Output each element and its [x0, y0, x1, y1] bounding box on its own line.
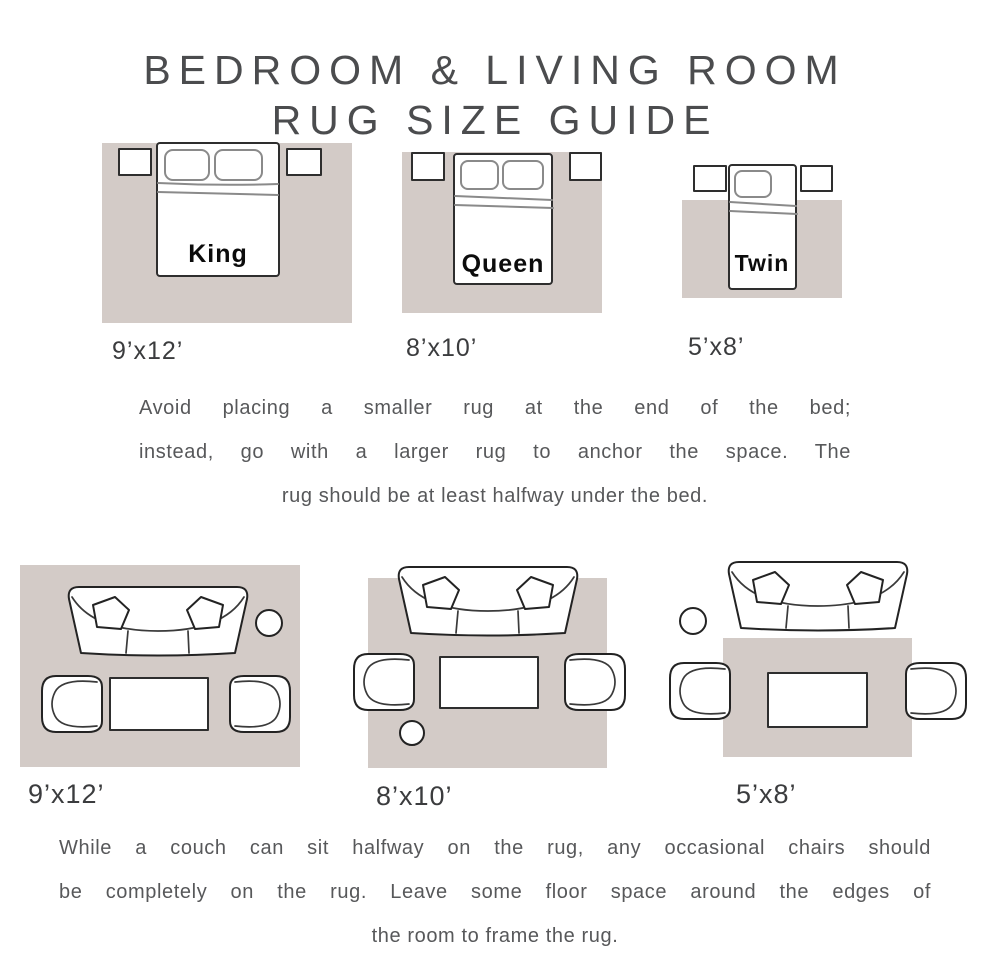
rug-size-label: 5’x8’ — [688, 333, 745, 361]
queen-bedroom-illustration — [401, 151, 603, 314]
note-line: Avoid placing a smaller rug at the end of the bed; — [139, 397, 851, 419]
armchair-left — [354, 654, 414, 710]
coffee-table — [768, 673, 867, 727]
coffee-table — [110, 678, 208, 730]
pillow — [215, 150, 262, 180]
rug-size-label: 5’x8’ — [736, 779, 797, 809]
rug-size-label: 8’x10’ — [406, 334, 478, 362]
bedroom-diagram-twin — [681, 164, 843, 361]
living-room-5x8-illustration — [664, 557, 970, 760]
nightstand-left — [119, 149, 151, 175]
pillow — [735, 171, 771, 197]
note-line: the room to frame the rug. — [371, 925, 619, 947]
nightstand-left — [412, 153, 444, 180]
nightstand-right — [287, 149, 321, 175]
rug-size-label: 9’x12’ — [112, 337, 184, 365]
rug-size-label: 8’x10’ — [376, 781, 453, 811]
living-room-diagram-8x10 — [350, 563, 632, 811]
page-title — [0, 45, 990, 145]
living-room-9x12-illustration — [18, 563, 302, 769]
bedroom-diagram-king — [101, 142, 353, 365]
living-room-diagram-9x12 — [18, 563, 302, 809]
living-room-8x10-illustration — [350, 563, 632, 771]
nightstand-left — [694, 166, 726, 191]
armchair-right — [565, 654, 625, 710]
living-room-diagram-5x8 — [664, 557, 970, 809]
armchair-right — [906, 663, 966, 719]
twin-bedroom-illustration — [681, 164, 843, 301]
nightstand-right — [570, 153, 601, 180]
armchair-left — [670, 663, 730, 719]
pillow — [461, 161, 498, 189]
bed-size-label: Twin — [734, 250, 790, 276]
armchair-left — [42, 676, 102, 732]
bedroom-note — [139, 386, 851, 518]
bedroom-diagram-queen — [401, 151, 603, 362]
living-room-note — [59, 826, 931, 958]
note-line: instead, go with a larger rug to anchor the space. The — [139, 441, 851, 463]
note-line: rug should be at least halfway under the bed. — [281, 485, 709, 507]
side-table — [680, 608, 706, 634]
side-table — [256, 610, 282, 636]
title-line-1: BEDROOM & LIVING ROOM — [143, 47, 847, 94]
bed-size-label: King — [188, 240, 248, 268]
king-bedroom-illustration — [101, 142, 353, 324]
rug-size-label: 9’x12’ — [28, 779, 105, 809]
nightstand-right — [801, 166, 832, 191]
coffee-table — [440, 657, 538, 708]
pillow — [503, 161, 543, 189]
sofa — [729, 562, 908, 631]
title-line-2: RUG SIZE GUIDE — [271, 97, 719, 144]
armchair-right — [230, 676, 290, 732]
sofa — [399, 567, 578, 636]
sofa — [69, 587, 248, 656]
side-table — [400, 721, 424, 745]
bed-size-label: Queen — [461, 250, 545, 278]
pillow — [165, 150, 209, 180]
note-line: While a couch can sit halfway on the rug, any occasional chairs should — [59, 837, 931, 859]
note-line: be completely on the rug. Leave some floor space around the edges of — [59, 881, 931, 903]
